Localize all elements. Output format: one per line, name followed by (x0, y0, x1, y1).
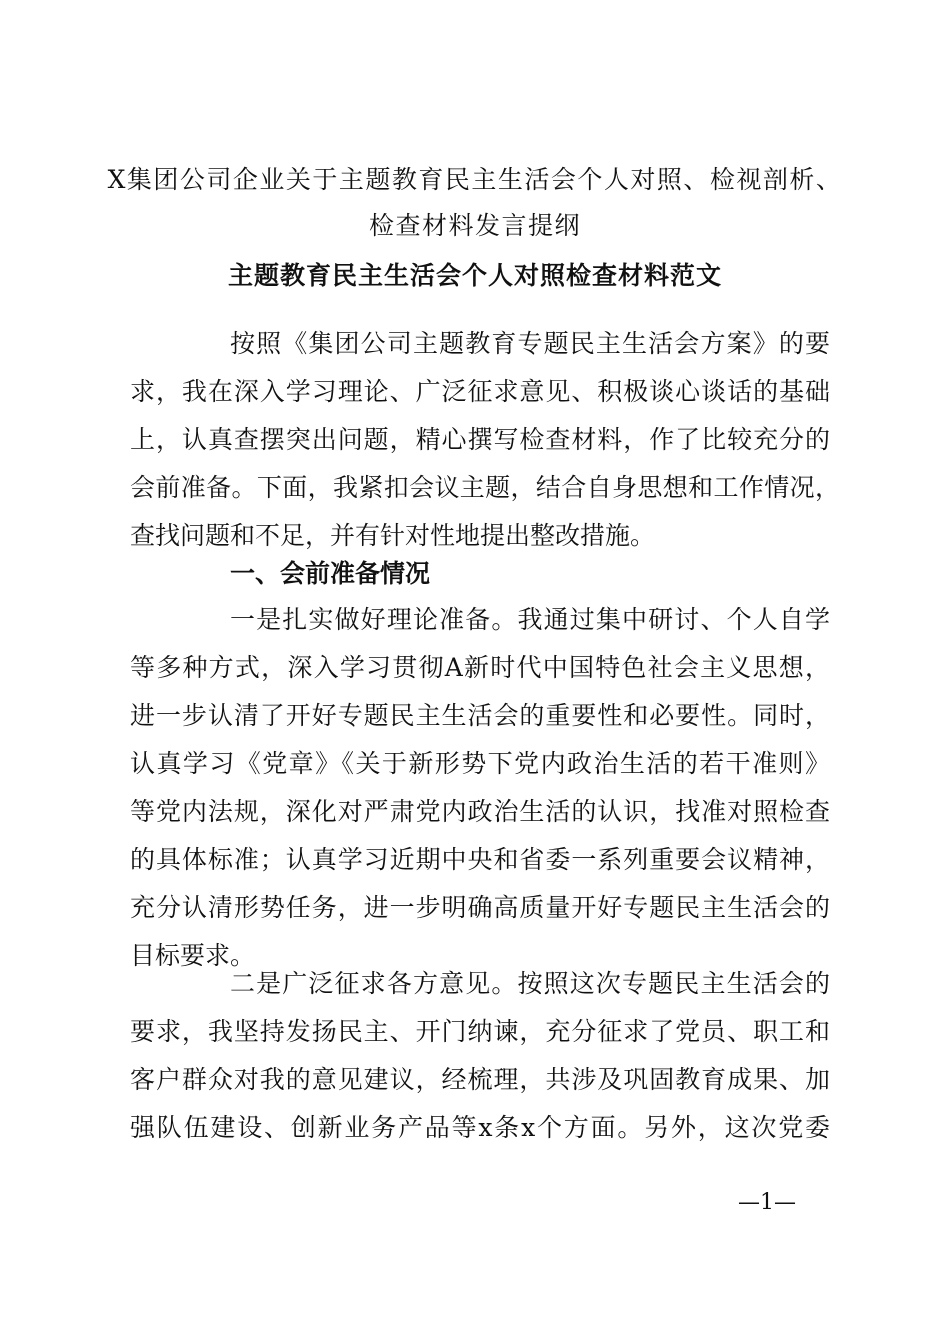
paragraph-line: 求，我在深入学习理论、广泛征求意见、积极谈心谈话的基础 (130, 377, 830, 406)
paragraph-solicit-opinions (130, 960, 830, 1152)
document-title-line-1: X集团公司企业关于主题教育民主生活会个人对照、检视剖析、 (107, 165, 843, 194)
paragraph-line: 的具体标准；认真学习近期中央和省委一系列重要会议精神， (130, 845, 830, 874)
paragraph-line: 二是广泛征求各方意见。按照这次专题民主生活会的 (230, 969, 830, 998)
paragraph-line: 强队伍建设、创新业务产品等x条x个方面。另外，这次党委 (130, 1113, 830, 1142)
paragraph-line: 上，认真查摆突出问题，精心撰写检查材料，作了比较充分的 (130, 425, 830, 454)
paragraph-line: 查找问题和不足，并有针对性地提出整改措施。 (130, 521, 656, 550)
paragraph-line: 要求，我坚持发扬民主、开门纳谏，充分征求了党员、职工和 (130, 1017, 830, 1046)
paragraph-intro (130, 320, 840, 560)
paragraph-line: 客户群众对我的意见建议，经梳理，共涉及巩固教育成果、加 (130, 1065, 830, 1094)
paragraph-line: 按照《集团公司主题教育专题民主生活会方案》的要 (230, 329, 830, 358)
document-title-line-2: 检查材料发言提纲 (368, 211, 581, 240)
paragraph-line: 等党内法规，深化对严肃党内政治生活的认识，找准对照检查 (130, 797, 830, 826)
document-subtitle: 主题教育民主生活会个人对照检查材料范文 (227, 261, 722, 290)
paragraph-line: 会前准备。下面，我紧扣会议主题，结合自身思想和工作情况， (130, 473, 840, 502)
section-heading: 一、会前准备情况 (230, 559, 431, 588)
paragraph-line: 充分认清形势任务，进一步明确高质量开好专题民主生活会的 (130, 893, 830, 922)
page-number: —1— (738, 1190, 796, 1215)
paragraph-theory-preparation (130, 596, 830, 980)
paragraph-line: 等多种方式，深入学习贯彻A新时代中国特色社会主义思想， (130, 653, 830, 682)
paragraph-line: 目标要求。 (130, 941, 256, 970)
paragraph-line: 一是扎实做好理论准备。我通过集中研讨、个人自学 (230, 605, 830, 634)
paragraph-line: 进一步认清了开好专题民主生活会的重要性和必要性。同时， (130, 701, 830, 730)
paragraph-line: 认真学习《党章》《关于新形势下党内政治生活的若干准则》 (130, 749, 830, 778)
